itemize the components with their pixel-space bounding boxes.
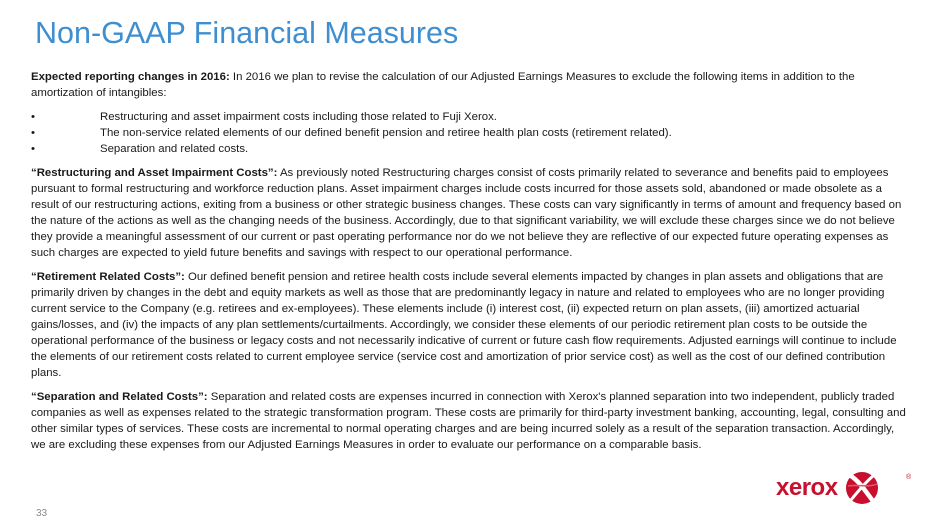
- bullet-list: [31, 109, 911, 157]
- intro-text: In 2016 we plan to revise the calculation of our Adjusted Earnings Measures to exclude the following items in addition to the amortization of intangibles:: [31, 71, 855, 99]
- bullet-text: Separation and related costs.: [100, 143, 249, 155]
- bullet-text: The non-service related elements of our defined benefit pension and retiree health plan costs (retirement related).: [100, 127, 672, 139]
- restructuring-paragraph: [31, 165, 911, 261]
- body-content: [31, 69, 911, 461]
- list-item: [31, 109, 911, 125]
- bullet-text: Restructuring and asset impairment costs including those related to Fuji Xerox.: [100, 111, 497, 123]
- section-text: Separation and related costs are expenses incurred in connection with Xerox's planned separation into two independent, publicly traded companies as well as expenses related to the strategic transformation program. These costs are primarily for third-party investment banking, accounting, legal, consulting and other similar types of services. These costs are incremental to normal operating charges and are being incurred solely as a result of the separation transaction. Accordingly, we are excluding these expenses from our Adjusted Earnings Measures in order to evaluate our performance on a comparable basis.: [31, 391, 906, 451]
- section-lead: “Retirement Related Costs”:: [31, 271, 185, 283]
- section-text: As previously noted Restructuring charges consist of costs primarily related to severance and benefits paid to employees pursuant to formal restructuring and workforce reduction plans. Asset impairment charges include costs incurred for those assets sold, abandoned or made obsolete as a result of our restructuring actions, exiting from a business or other strategic business changes. These costs can vary significantly in terms of amount and frequency based on the nature of the actions as well as the changing needs of the business. Accordingly, due to that significant variability, we will exclude these charges since we do not believe they provide a meaningful assessment of our current or past operating performance nor do we not believe they are reflective of our expected future operating expenses as such charges are expected to yield future benefits and savings with respect to our operational performance.: [31, 167, 902, 259]
- xerox-logo: [776, 470, 912, 506]
- intro-lead: Expected reporting changes in 2016:: [31, 71, 230, 83]
- registered-mark: ®: [906, 474, 912, 481]
- section-text: Our defined benefit pension and retiree health costs include several elements impacted by changes in plan assets and obligations that are primarily driven by changes in the debt and equity markets as well as those that are predominantly legacy in nature and related to employees who are no longer providing current service to the Company (e.g. retirees and ex-employees). These elements include (i) interest cost, (ii) expected return on plan assets, (iii) amortized actuarial gains/losses, and (iv) the impacts of any plan settlements/curtailments. Accordingly, we consider these elements of our periodic retirement plan costs to be outside the operational performance of the business or legacy costs and not necessarily indicative of current or future cash flow requirements. Adjusted earnings will continue to include the elements of our retirement costs related to current employee service (service cost and amortization of prior service cost) as well as the cost of our defined contribution plans.: [31, 271, 897, 379]
- section-lead: “Separation and Related Costs”:: [31, 391, 208, 403]
- separation-paragraph: [31, 389, 911, 453]
- page-title: Non-GAAP Financial Measures: [35, 16, 459, 50]
- list-item: [31, 125, 911, 141]
- page-number: 33: [36, 508, 48, 519]
- retirement-paragraph: [31, 269, 911, 381]
- list-item: [31, 141, 911, 157]
- bullet-icon: •: [31, 111, 35, 123]
- logo-wordmark: xerox: [776, 474, 838, 501]
- intro-paragraph: [31, 69, 911, 101]
- section-lead: “Restructuring and Asset Impairment Costs”:: [31, 167, 278, 179]
- bullet-icon: •: [31, 143, 35, 155]
- bullet-icon: •: [31, 127, 35, 139]
- xerox-ball-icon: [844, 470, 880, 506]
